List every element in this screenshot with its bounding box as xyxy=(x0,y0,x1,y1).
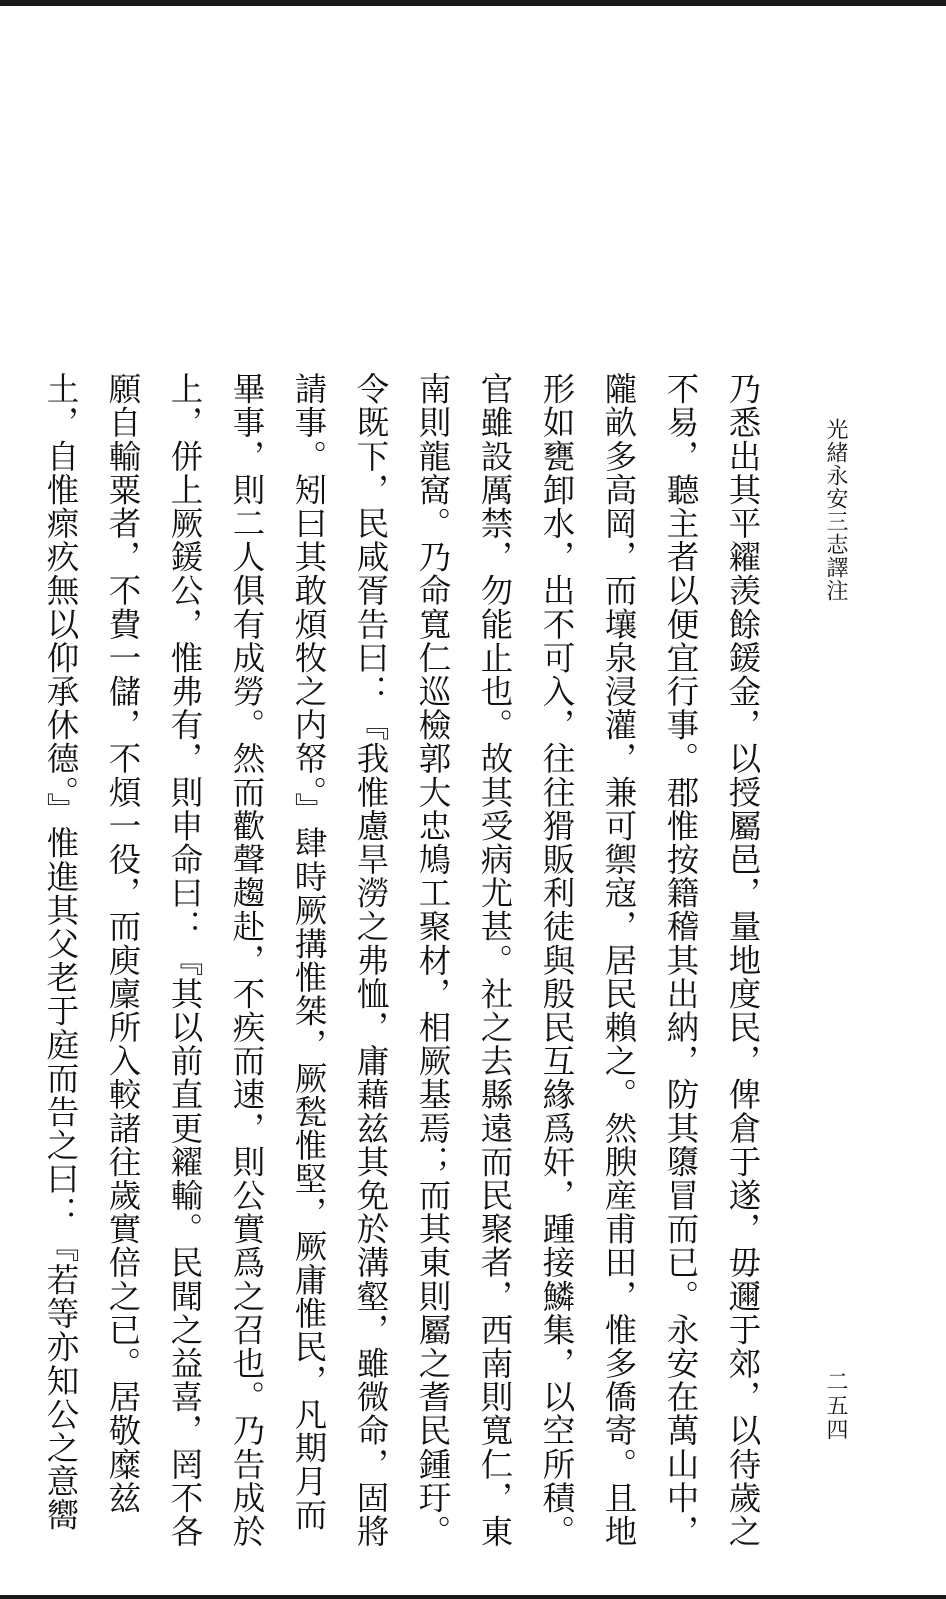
text-column: 請事。矧曰其敢煩牧之内帑。』肆時厥搆惟桀，厥甃惟堅，厥庸惟民，凡期月而 xyxy=(290,372,328,1532)
text-column: 土，自惟瘝疚無以仰承休德。』惟進其父老于庭而告之曰：『若等亦知公之意嚮 xyxy=(42,372,80,1532)
text-column: 官雖設厲禁，勿能止也。故其受病尤甚。社之去縣遠而民聚者，西南則寬仁，東 xyxy=(476,372,514,1548)
text-column: 隴畝多高岡，而壤泉浸灌，兼可禦寇，居民賴之。然腴産甫田，惟多僑寄。且地 xyxy=(600,372,638,1548)
scan-edge-bottom xyxy=(0,1595,946,1599)
text-column: 願自輸粟者，不費一儲，不煩一役，而庾廩所入較諸往歲實倍之已。居敬糜兹 xyxy=(104,372,142,1515)
scan-edge-top xyxy=(0,0,946,6)
text-column: 南則龍窩。乃命寬仁巡檢郭大忠鳩工聚材，相厥基焉；而其東則屬之耆民鍾玗。 xyxy=(414,372,452,1548)
text-column: 不易，聽主者以便宜行事。郡惟按籍稽其出納，防其隳冒而已。永安在萬山中， xyxy=(662,372,700,1548)
running-title: 光緒永安三志譯注 xyxy=(823,418,848,602)
main-text-block xyxy=(42,372,774,1548)
text-column: 畢事，則二人俱有成勞。然而歡聲趨赴，不疾而速，則公實爲之召也。乃告成於 xyxy=(228,372,266,1548)
text-column: 乃悉出其平糴羡餘鍰金，以授屬邑，量地度民，俾倉于遂，毋邇于郊，以待歲之 xyxy=(724,372,762,1548)
text-column: 上，併上厥鍰公，惟弗有，則申命曰：『其以前直更糴輸。民聞之益喜，罔不各 xyxy=(166,372,204,1548)
page-number: 二五四 xyxy=(823,1370,848,1442)
text-column: 形如甕卸水，出不可入，往往猾販利徒與殷民互緣爲奸，踵接鱗集，以空所積。 xyxy=(538,372,576,1548)
text-column: 令既下，民咸胥告曰：『我惟慮旱澇之弗恤，庸藉兹其免於溝壑，雖微命，固將 xyxy=(352,372,390,1548)
